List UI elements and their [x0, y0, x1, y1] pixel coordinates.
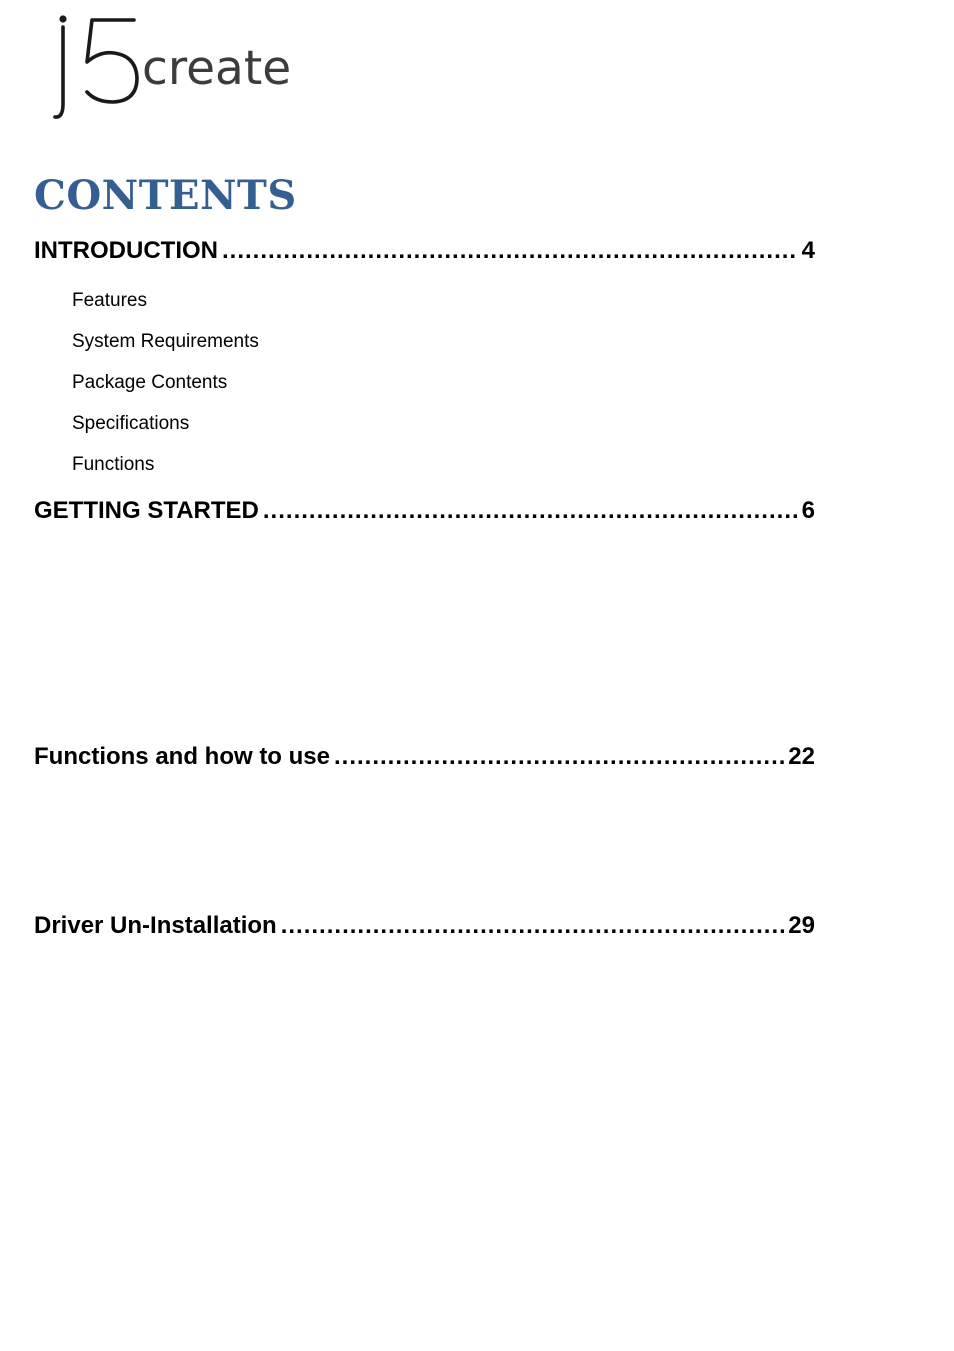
toc-subentry-package-contents[interactable]: Package Contents: [72, 372, 228, 393]
j5create-logo: [52, 14, 302, 122]
toc-subentry-functions[interactable]: Functions: [72, 454, 155, 475]
toc-entry-label: GETTING STARTED: [34, 497, 259, 524]
logo-create-text: create: [142, 41, 292, 96]
contents-heading: CONTENTS: [34, 172, 297, 219]
dot-leader: [334, 742, 784, 772]
toc-subentry-system-requirements[interactable]: System Requirements: [72, 331, 259, 352]
toc-entry-page: 6: [801, 497, 815, 524]
toc-entry-label: Driver Un-Installation: [34, 912, 277, 939]
toc-entry-page: 29: [788, 912, 815, 939]
toc-entry-label: Functions and how to use: [34, 743, 330, 770]
toc-entry-getting-started[interactable]: [34, 496, 815, 526]
j5create-logo-graphic: [52, 14, 302, 122]
toc-entry-driver-uninstallation[interactable]: [34, 911, 815, 941]
dot-leader: [222, 236, 798, 266]
dot-leader: [263, 496, 798, 526]
toc-entry-introduction[interactable]: [34, 236, 815, 266]
toc-entry-functions-and-how-to-use[interactable]: [34, 742, 815, 772]
toc-subentry-specifications[interactable]: Specifications: [72, 413, 190, 434]
toc-entry-label: INTRODUCTION: [34, 237, 218, 264]
dot-leader: [281, 911, 785, 941]
toc-subentry-features[interactable]: Features: [72, 290, 147, 311]
toc-entry-page: 4: [801, 237, 815, 264]
toc-entry-page: 22: [788, 743, 815, 770]
